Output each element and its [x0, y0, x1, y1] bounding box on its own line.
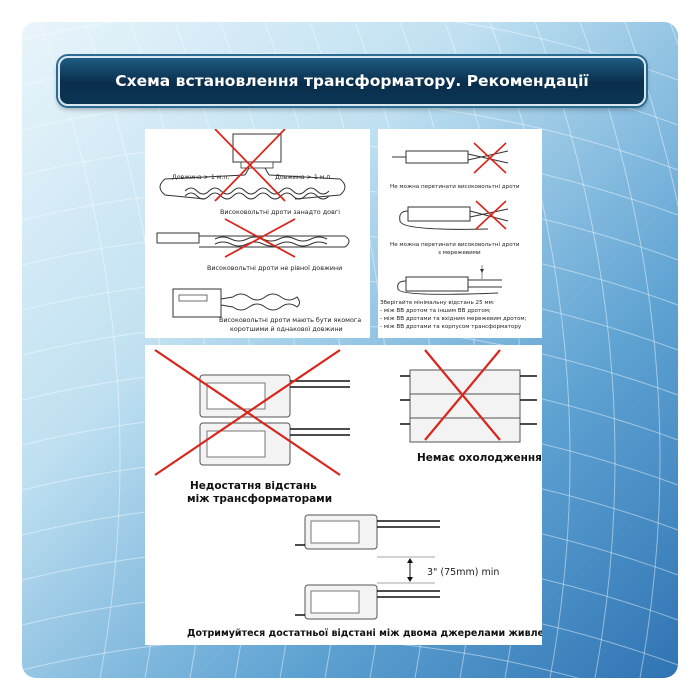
- transformer-stack-no-cooling: [400, 370, 537, 442]
- panel-spacing: [145, 345, 542, 645]
- panel-wire-crossing: [378, 129, 542, 338]
- spacing-diagram: [145, 345, 542, 645]
- short-wires: [221, 294, 300, 310]
- caption-short-equal-line1: Високовольтні дроти мають бути якомога: [219, 316, 362, 324]
- caption-no-crossing-hv: Не можна перетинати високовольтні дроти: [390, 184, 520, 190]
- title-banner: [58, 56, 646, 106]
- transformer-icon-2: [157, 233, 199, 243]
- length-label-left: Довжина > 1 м.п.: [172, 174, 230, 181]
- transformer-icon-3: [173, 289, 221, 317]
- neon-tube: [185, 188, 329, 199]
- caption-wires-too-long: Високовольтні дроти занадто довгі: [220, 208, 340, 216]
- transformer-icon-6: [406, 277, 468, 291]
- distance-label: 3" (75mm) min: [427, 567, 500, 578]
- panel-wire-length: [145, 129, 370, 338]
- caption-insufficient-gap-line2: між трансформаторами: [187, 493, 333, 505]
- wire-length-diagram: [145, 129, 370, 338]
- caption-unequal-length: Високовольтні дроти не рівної довжини: [207, 264, 343, 272]
- caption-insufficient-gap-line1: Недостатня відстань: [190, 480, 317, 492]
- wire-crossing-diagram: [378, 129, 542, 338]
- caption-no-crossing-mains-line2: з мережевими: [438, 250, 481, 256]
- transformer-pair-close: [200, 375, 350, 465]
- transformer-icon-4: [406, 151, 468, 163]
- note-item-2: - між ВВ дротами та вхідним мережевим дротом;: [380, 316, 527, 322]
- caption-short-equal-line2: коротшими й однакової довжини: [230, 325, 343, 333]
- note-item-1: - між ВВ дротом та іншим ВВ дротом;: [380, 308, 491, 314]
- length-label-right: Довжина > 1 м.п.: [275, 174, 333, 181]
- transformer-pair-spaced: [295, 515, 440, 619]
- page-title: Схема встановлення трансформатору. Рекомендації: [115, 72, 589, 90]
- transformer-icon-5: [408, 207, 470, 221]
- caption-no-crossing-mains-line1: Не можна перетинати високовольтні дроти: [390, 242, 520, 248]
- caption-keep-distance: Дотримуйтеся достатньої відстані між двома джерелами живлення: [187, 628, 542, 639]
- note-title: Зберігайте мінімальну відстань 25 мм:: [380, 300, 495, 306]
- note-item-3: - між ВВ дротами та корпусом трансформатору: [380, 324, 522, 330]
- caption-no-cooling: Немає охолодження: [417, 452, 542, 464]
- red-cross-2: [225, 219, 295, 257]
